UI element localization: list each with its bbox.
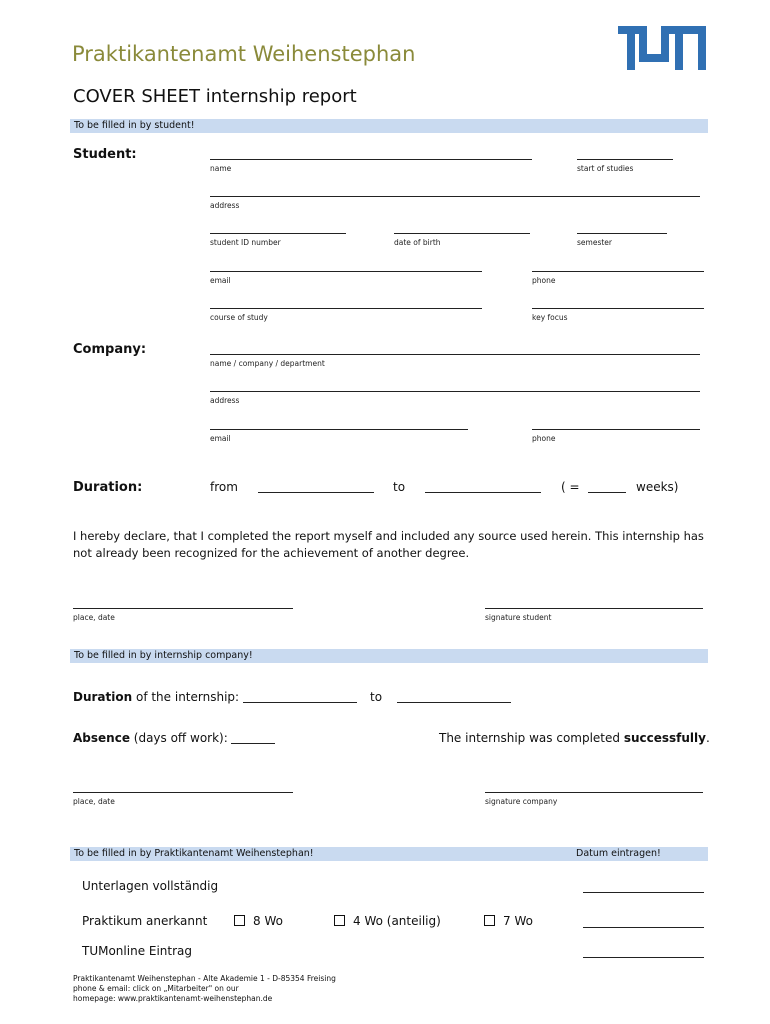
option-4-weeks[interactable]: [334, 914, 441, 928]
company-email-caption: email: [210, 434, 231, 443]
checkbox-4-weeks[interactable]: [334, 915, 345, 926]
footer-address: Praktikantenamt Weihenstephan - Alte Akademie 1 - D-85354 Freising: [73, 974, 336, 983]
absence-bold: Absence: [73, 731, 130, 745]
absence-rest: (days off work):: [129, 731, 228, 745]
option-4-weeks-label: 4 Wo (anteilig): [353, 914, 441, 928]
checkbox-7-weeks[interactable]: [484, 915, 495, 926]
date-of-birth-caption: date of birth: [394, 238, 441, 247]
completed-statement: [439, 731, 710, 745]
company-address-caption: address: [210, 396, 240, 405]
email-field[interactable]: [210, 271, 482, 272]
page-title: COVER SHEET internship report: [73, 86, 357, 107]
checkbox-8-weeks[interactable]: [234, 915, 245, 926]
footer-contact: phone & email: click on „Mitarbeiter" on our: [73, 984, 239, 993]
internship-duration-bold: Duration: [73, 690, 133, 704]
duration-from-field[interactable]: [258, 492, 374, 493]
address-caption: address: [210, 201, 240, 210]
student-signature-field[interactable]: [485, 608, 703, 609]
footer: [73, 974, 336, 1004]
email-caption: email: [210, 276, 231, 285]
course-of-study-field[interactable]: [210, 308, 482, 309]
student-id-field[interactable]: [210, 233, 346, 234]
start-of-studies-caption: start of studies: [577, 164, 634, 173]
office-title: Praktikantenamt Weihenstephan: [72, 42, 416, 66]
student-place-date-caption: place, date: [73, 613, 115, 622]
name-field[interactable]: [210, 159, 532, 160]
company-signature-caption: signature company: [485, 797, 558, 806]
company-place-date-caption: place, date: [73, 797, 115, 806]
completed-pre: The internship was completed: [439, 731, 624, 745]
option-7-weeks-label: 7 Wo: [503, 914, 533, 928]
option-8-weeks[interactable]: [234, 914, 283, 928]
company-band: [70, 649, 708, 663]
documents-complete-label: Unterlagen vollständig: [82, 879, 219, 893]
duration-eq-label: ( =: [561, 480, 580, 494]
company-phone-caption: phone: [532, 434, 556, 443]
absence-days-field[interactable]: [231, 743, 275, 744]
date-of-birth-field[interactable]: [394, 233, 530, 234]
internship-to-field[interactable]: [397, 702, 511, 703]
company-name-field[interactable]: [210, 354, 700, 355]
office-band-label: To be filled in by Praktikantenamt Weihenstephan!: [74, 848, 314, 859]
tumonline-entry-date-field[interactable]: [583, 957, 704, 958]
student-place-date-field[interactable]: [73, 608, 293, 609]
duration-to-field[interactable]: [425, 492, 541, 493]
option-7-weeks[interactable]: [484, 914, 533, 928]
company-label: Company:: [73, 342, 147, 357]
semester-caption: semester: [577, 238, 612, 247]
company-name-caption: name / company / department: [210, 359, 325, 368]
semester-field[interactable]: [577, 233, 667, 234]
key-focus-field[interactable]: [532, 308, 704, 309]
documents-complete-date-field[interactable]: [583, 892, 704, 893]
completed-post: .: [705, 731, 710, 745]
internship-duration-label: [73, 690, 239, 704]
office-band: [70, 847, 708, 861]
phone-caption: phone: [532, 276, 556, 285]
student-label: Student:: [73, 147, 137, 162]
name-caption: name: [210, 164, 232, 173]
company-phone-field[interactable]: [532, 429, 700, 430]
student-id-caption: student ID number: [210, 238, 281, 247]
duration-label: Duration:: [73, 480, 143, 495]
company-email-field[interactable]: [210, 429, 468, 430]
office-band-date-label: Datum eintragen!: [576, 848, 661, 859]
student-band: [70, 119, 708, 133]
student-band-label: To be filled in by student!: [74, 120, 195, 131]
absence-label: [73, 731, 228, 745]
phone-field[interactable]: [532, 271, 704, 272]
course-of-study-caption: course of study: [210, 313, 268, 322]
address-field[interactable]: [210, 196, 700, 197]
duration-to-label: to: [393, 480, 406, 494]
internship-to-label: to: [370, 690, 383, 704]
company-band-label: To be filled in by internship company!: [74, 650, 253, 661]
internship-recognized-label: Praktikum anerkannt: [82, 914, 208, 928]
key-focus-caption: key focus: [532, 313, 568, 322]
company-signature-field[interactable]: [485, 792, 703, 793]
company-address-field[interactable]: [210, 391, 700, 392]
tum-logo: [618, 26, 706, 70]
completed-bold: successfully: [623, 731, 706, 745]
duration-weeks-label: weeks): [636, 480, 679, 494]
tumonline-entry-label: TUMonline Eintrag: [82, 944, 193, 958]
student-signature-caption: signature student: [485, 613, 552, 622]
internship-duration-rest: of the internship:: [132, 690, 240, 704]
duration-from-label: from: [210, 480, 238, 494]
declaration-text: I hereby declare, that I completed the report myself and included any source used herein. This internship has not already been recognized for the achievement of another degree.: [73, 529, 704, 560]
start-of-studies-field[interactable]: [577, 159, 673, 160]
internship-recognized-date-field[interactable]: [583, 927, 704, 928]
company-place-date-field[interactable]: [73, 792, 293, 793]
footer-homepage[interactable]: homepage: www.praktikantenamt-weihenstephan.de: [73, 994, 273, 1003]
internship-from-field[interactable]: [243, 702, 357, 703]
option-8-weeks-label: 8 Wo: [253, 914, 283, 928]
duration-weeks-field[interactable]: [588, 492, 626, 493]
